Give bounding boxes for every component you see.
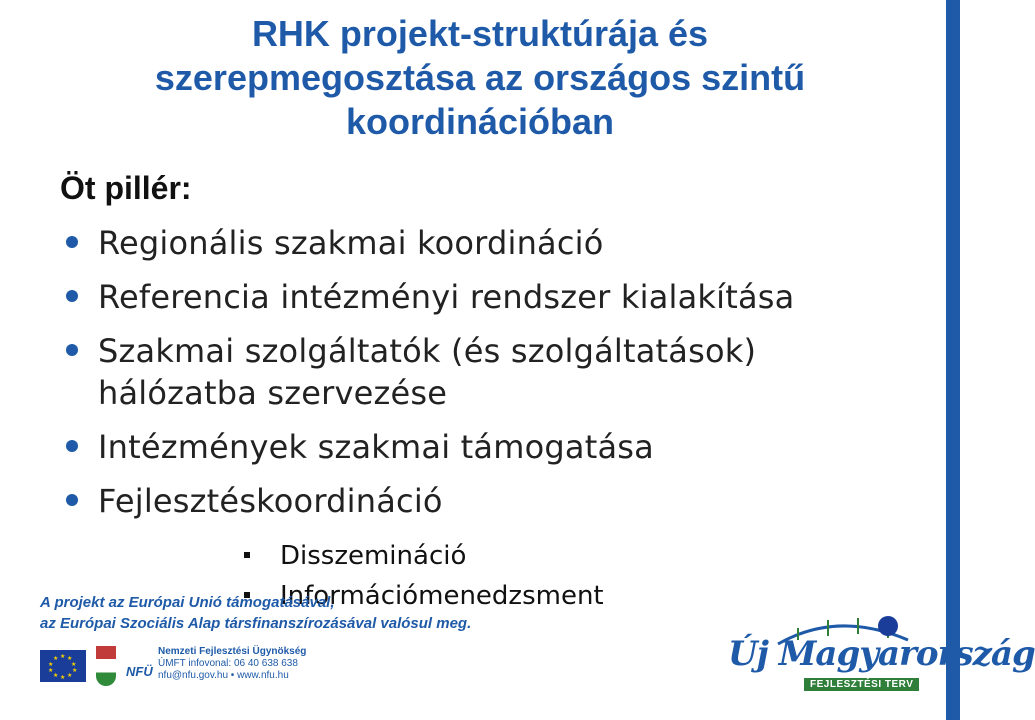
pillar-text: Regionális szakmai koordináció: [98, 224, 604, 262]
pillar-text: Fejlesztéskoordináció: [98, 482, 443, 520]
pillar-text: Referencia intézményi rendszer kialakítása: [98, 278, 795, 316]
pillar-item: [62, 222, 942, 264]
bullet-dot-icon: [66, 494, 78, 506]
sub-item: [244, 536, 764, 576]
pillar-list: [62, 222, 942, 534]
title-line: koordinációban: [345, 101, 615, 142]
bullet-dot-icon: [66, 236, 78, 248]
eu-flag-icon: ★ ★ ★ ★ ★ ★ ★ ★ ★ ★: [40, 650, 86, 682]
pillar-text: Intézmények szakmai támogatása: [98, 428, 654, 466]
bullet-dot-icon: [66, 344, 78, 356]
agency-name: Nemzeti Fejlesztési Ügynökség: [158, 646, 307, 657]
agency-mark: NFÜ: [126, 664, 153, 679]
bullet-dot-icon: [66, 440, 78, 452]
title-line: szerepmegosztása az országos szintű: [154, 57, 806, 98]
agency-line: nfu@nfu.gov.hu • www.nfu.hu: [158, 670, 289, 681]
eu-text-line: az Európai Szociális Alap társfinanszírozásával valósul meg.: [40, 615, 472, 632]
pillar-item: [62, 276, 942, 318]
title-line: RHK projekt-struktúrája és: [251, 13, 709, 54]
footer-logos: [40, 640, 340, 690]
sub-text: Disszemináció: [280, 541, 467, 571]
logo-main-text: Új Magyarország: [728, 634, 1035, 674]
agency-info: [158, 646, 306, 682]
sub-text: Információmenedzsment: [280, 581, 604, 611]
slide-title: [40, 12, 920, 144]
pillar-item: [62, 480, 942, 522]
square-bullet-icon: [244, 552, 250, 558]
eu-text-line: A projekt az Európai Unió támogatásával,: [40, 594, 335, 611]
pillar-item: [62, 330, 942, 414]
logo-sub-text: FEJLESZTÉSI TERV: [804, 678, 919, 691]
pillar-text: Szakmai szolgáltatók (és szolgáltatások): [98, 332, 757, 370]
coat-of-arms-icon: [96, 646, 116, 686]
pillar-item: [62, 426, 942, 468]
pillars-heading: Öt pillér:: [60, 170, 192, 206]
eu-support-text: [40, 592, 471, 634]
pillar-text: hálózatba szervezése: [98, 374, 448, 412]
agency-line: ÚMFT infovonal: 06 40 638 638: [158, 658, 298, 669]
bullet-dot-icon: [66, 290, 78, 302]
uj-magyarorszag-logo: [728, 616, 1035, 696]
